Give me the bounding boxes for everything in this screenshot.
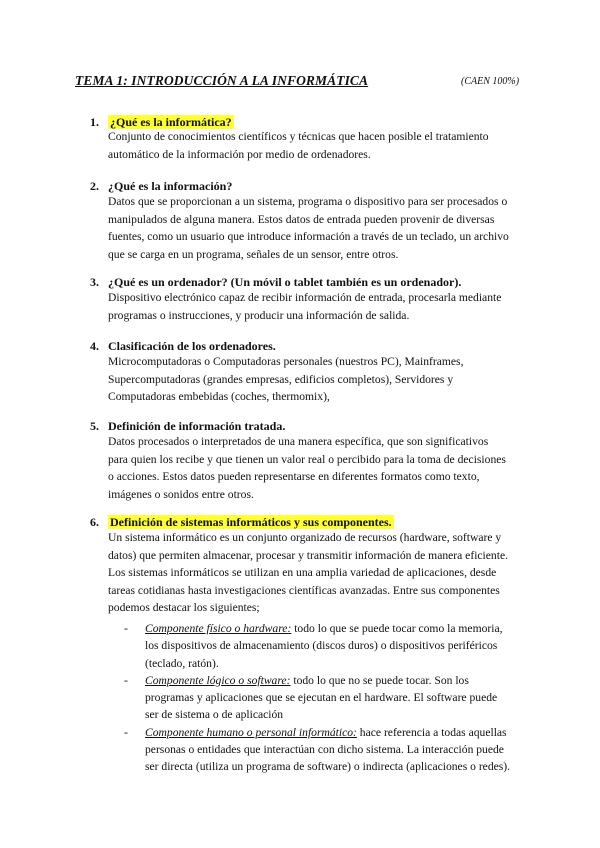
bullet-dash: - xyxy=(124,673,128,687)
body-line: automático de la información por medio de ordenadores. xyxy=(108,147,371,161)
body-line: Supercomputadoras (grandes empresas, edificios completos), Servidores y xyxy=(108,372,454,386)
section-body xyxy=(108,193,538,263)
component-text: programas y aplicaciones que se ejecutan en el hardware. El software puede xyxy=(145,691,498,705)
section-body xyxy=(108,289,538,324)
section-heading xyxy=(108,515,394,530)
page-title: TEMA 1: INTRODUCCIÓN A LA INFORMÁTICA xyxy=(75,73,369,88)
body-line: tareas cotidianas hasta investigaciones científicas avanzadas. Entre sus componentes xyxy=(108,583,500,597)
bullet-dash: - xyxy=(124,725,128,739)
section-heading xyxy=(108,275,461,290)
section-body xyxy=(108,353,538,406)
section-heading xyxy=(108,339,276,354)
section-number: 3. xyxy=(90,275,99,289)
section-heading-text: ¿Qué es la información? xyxy=(108,179,233,193)
component-term: Componente lógico o software: xyxy=(145,673,291,687)
body-line: datos) que permiten almacenar, procesar y transmitir información de manera eficiente. xyxy=(108,548,508,562)
component-text: todo lo que se puede tocar como la memoria, xyxy=(291,622,503,635)
body-line: manipulados de alguna manera. Estos datos de entrada pueden provenir de diversas xyxy=(108,212,495,226)
body-line: imágenes o sonidos entre otros. xyxy=(108,487,254,501)
bullet-dash: - xyxy=(124,622,128,635)
section-heading xyxy=(108,419,285,434)
body-line: o acciones. Estos datos pueden representarse en diferentes formatos como texto, xyxy=(108,470,480,483)
section-body xyxy=(108,529,538,617)
body-line: para quien los recibe y que tienen un valor real o percibido para la toma de decisiones xyxy=(108,452,506,466)
section-heading-text: ¿Qué es un ordenador? (Un móvil o tablet también es un ordenador). xyxy=(108,275,462,289)
section-heading xyxy=(108,179,232,194)
component-term: Componente humano o personal informático: xyxy=(145,725,357,739)
section-number: 4. xyxy=(90,339,99,353)
section-number: 1. xyxy=(90,115,99,129)
component-text: los dispositivos de almacenamiento (discos duros) o dispositivos periféricos xyxy=(145,639,498,653)
exam-tag: (CAEN 100%) xyxy=(461,76,520,87)
component-text: hace referencia a todas aquellas xyxy=(356,725,507,739)
body-line: Computadoras embebidas (coches, thermomix), xyxy=(108,390,330,403)
body-line: Datos procesados o interpretados de una manera específica, que son significativos xyxy=(108,435,489,448)
list-item xyxy=(124,620,534,672)
section-number: 6. xyxy=(90,515,99,529)
component-text: ser de sistema o de aplicación xyxy=(145,708,284,722)
section-heading-text: Definición de información tratada. xyxy=(108,419,286,433)
component-text: personas o entidades que interactúan con dicho sistema. La interacción puede xyxy=(145,743,504,757)
body-line: Conjunto de conocimientos científicos y técnicas que hacen posible el tratamiento xyxy=(108,130,489,143)
body-line: Un sistema informático es un conjunto organizado de recursos (hardware, software y xyxy=(108,531,502,544)
component-term: Componente físico o hardware: xyxy=(145,622,292,635)
section-body xyxy=(108,128,538,163)
section-number: 5. xyxy=(90,419,99,433)
body-line: Datos que se proporcionan a un sistema, programa o dispositivo para ser procesados o xyxy=(108,195,508,208)
body-line: que se carga en un programa, señales de un sensor, entre otros. xyxy=(108,247,399,261)
components-list xyxy=(124,620,534,776)
list-item xyxy=(124,672,534,724)
body-line: Los sistemas informáticos se utilizan en una amplia variedad de aplicaciones, desde xyxy=(108,566,497,579)
list-item xyxy=(124,724,534,776)
section-number: 2. xyxy=(90,179,99,193)
section-heading-text: Definición de sistemas informáticos y sus componentes. xyxy=(110,515,392,529)
body-line: Microcomputadoras o Computadoras personales (nuestros PC), Mainframes, xyxy=(108,355,464,368)
section-heading-text: Clasificación de los ordenadores. xyxy=(108,339,276,353)
component-text: todo lo que no se puede tocar. Son los xyxy=(290,673,469,687)
body-line: podemos destacar los siguientes; xyxy=(108,601,260,614)
section-body xyxy=(108,433,538,503)
body-line: fuentes, como un usuario que introduce información a través de un teclado, un archivo xyxy=(108,230,509,243)
body-line: programas o instrucciones, y producir una información de salida. xyxy=(108,308,410,322)
body-line: Dispositivo electrónico capaz de recibir información de entrada, procesarla mediante xyxy=(108,291,502,304)
component-text: (teclado, ratón). xyxy=(145,656,219,670)
section-heading-text: ¿Qué es la informática? xyxy=(110,115,232,129)
component-text: ser directa (utiliza un programa de software) o indirecta (aplicaciones o redes). xyxy=(145,760,511,774)
